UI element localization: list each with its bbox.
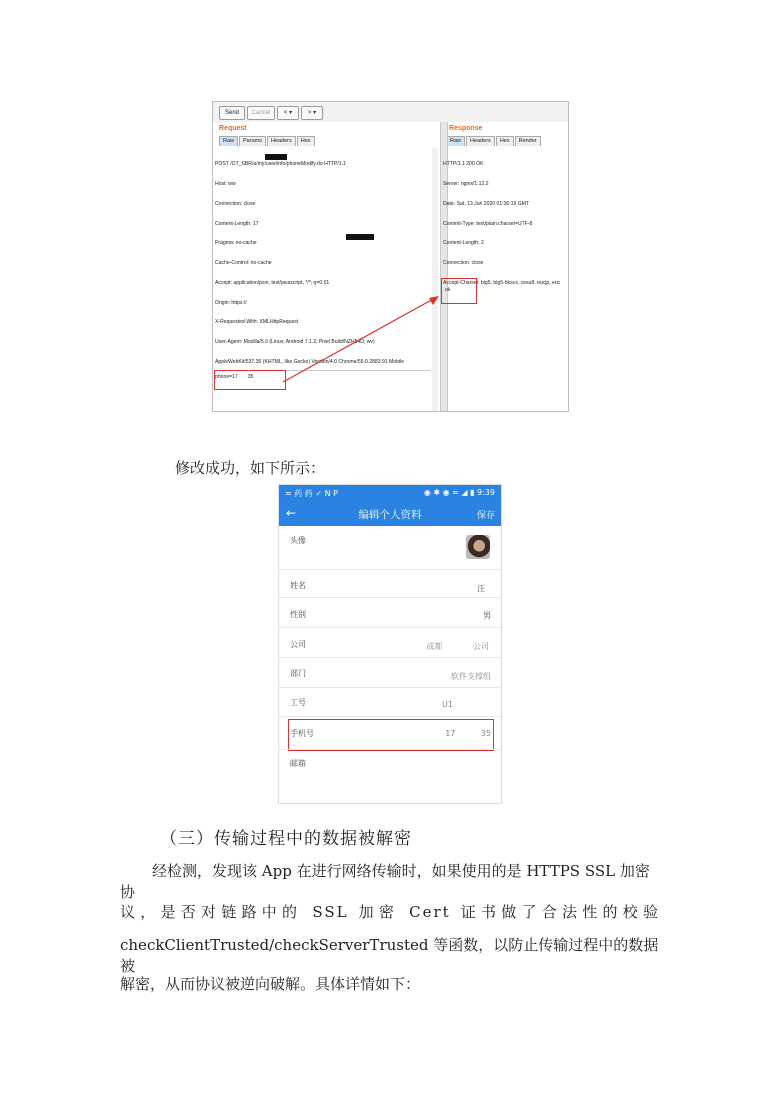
response-tab-raw[interactable]: Raw bbox=[446, 136, 465, 146]
request-tab-params[interactable]: Params bbox=[239, 136, 266, 146]
request-line: X-Requested-With: XMLHttpRequest bbox=[215, 319, 299, 326]
request-line: User-Agent: Mozilla/5.0 (Linux; Android 7.1.2; Pixel Build/NZH54D; wv) bbox=[215, 339, 375, 346]
caption: 修改成功，如下所示： bbox=[175, 459, 326, 477]
avatar[interactable] bbox=[466, 535, 490, 559]
save-button[interactable]: 保存 bbox=[476, 511, 495, 521]
red-arrow bbox=[213, 102, 568, 411]
field-label-employee-id: 工号 bbox=[290, 698, 306, 707]
field-label-company: 公司 bbox=[290, 640, 306, 649]
paragraph-line: 解密，从而协议被逆向破解。具体详情如下： bbox=[120, 975, 421, 993]
response-tab-render[interactable]: Render bbox=[515, 136, 541, 146]
request-line: Connection: close bbox=[215, 200, 256, 207]
row-divider bbox=[279, 687, 501, 688]
highlight-box bbox=[288, 719, 494, 751]
response-line: Connection: close bbox=[443, 260, 484, 267]
field-label-phone: 手机号 bbox=[290, 729, 314, 738]
paragraph-line: 经检测，发现该 App 在进行网络传输时，如果使用的是 HTTPS SSL 加密协 bbox=[120, 862, 650, 901]
response-body: ok bbox=[445, 287, 451, 293]
request-body: phone=17 35 bbox=[215, 374, 254, 380]
field-value-employee-id[interactable]: U1 bbox=[442, 700, 453, 709]
request-line: Cache-Control: no-cache bbox=[215, 260, 272, 267]
row-divider bbox=[279, 597, 501, 598]
paragraph-line: checkClientTrusted/checkServerTrusted 等函数，以防止传输过程中的数据被 bbox=[120, 936, 659, 975]
request-line: AppleWebKit/537.36 (KHTML, like Gecko) Version/4.0 Chrome/55.0.2883.91 Mobile bbox=[215, 359, 405, 365]
phone-screenshot bbox=[278, 484, 502, 804]
response-line: Content-Type: text/plain;charset=UTF-8 bbox=[443, 220, 533, 227]
status-left: ≈ 药 药 ✓ N P bbox=[285, 489, 338, 498]
cancel-button[interactable]: Cancel bbox=[247, 106, 275, 120]
field-value-phone[interactable]: 17 35 bbox=[445, 729, 491, 738]
response-tab-headers[interactable]: Headers bbox=[466, 136, 495, 146]
field-label-gender: 性别 bbox=[290, 610, 306, 619]
field-label-department: 部门 bbox=[290, 669, 306, 678]
response-line: Accept-Charset: big5, big5-hkscs, cesu8, eucjp, euc bbox=[443, 279, 561, 286]
request-tab-raw[interactable]: Raw bbox=[219, 136, 238, 146]
request-line: Pragma: no-cache bbox=[215, 240, 257, 247]
status-bar bbox=[279, 485, 501, 502]
row-divider bbox=[279, 749, 501, 750]
request-line: Content-Length: 17 bbox=[215, 220, 259, 227]
request-title: Request bbox=[219, 125, 247, 132]
section-title: （三）传输过程中的数据被解密 bbox=[160, 829, 412, 849]
row-divider bbox=[279, 627, 501, 628]
back-arrow-icon[interactable]: ← bbox=[286, 506, 297, 520]
send-button[interactable]: Send bbox=[219, 106, 245, 120]
response-line: Server: nginx/1.12.2 bbox=[443, 180, 489, 187]
paragraph-line: 议，是否对链路中的 SSL 加密 Cert 证书做了合法性的校验 bbox=[120, 903, 660, 921]
request-line: POST /OT_SBR/a/my/user/info/phoneModify.do HTTP/1.1 bbox=[215, 161, 346, 168]
burp-repeater-screenshot bbox=[212, 101, 569, 412]
back-button[interactable]: < ▾ bbox=[277, 106, 299, 120]
field-label-avatar: 头像 bbox=[290, 536, 306, 545]
field-value-department[interactable]: 软件支撑组 bbox=[451, 672, 491, 681]
page-title: 编辑个人资料 bbox=[358, 509, 422, 521]
request-line: Accept: application/json, text/javascript, */*; q=0.01 bbox=[215, 279, 330, 286]
field-label-email: 邮箱 bbox=[290, 759, 306, 768]
request-line: Origin: https:// bbox=[215, 299, 247, 306]
field-value-company[interactable]: 成都 公司 bbox=[426, 642, 489, 651]
request-tab-headers[interactable]: Headers bbox=[267, 136, 296, 146]
forward-button[interactable]: > ▾ bbox=[301, 106, 323, 120]
response-line: HTTP/1.1 200 OK bbox=[443, 161, 484, 168]
field-value-gender[interactable]: 男 bbox=[483, 611, 491, 620]
field-label-name: 姓名 bbox=[290, 581, 306, 590]
request-tab-hex[interactable]: Hex bbox=[297, 136, 315, 146]
row-divider bbox=[279, 657, 501, 658]
response-title: Response bbox=[449, 125, 483, 132]
field-value-name[interactable]: 汪 bbox=[477, 584, 485, 593]
row-divider bbox=[279, 569, 501, 570]
status-right: ◉ ✱ ◉ ≈ ◢ ▮ 9:39 bbox=[423, 488, 495, 497]
response-tab-hex[interactable]: Hex bbox=[496, 136, 514, 146]
row-divider bbox=[279, 716, 501, 717]
app-bar bbox=[279, 502, 501, 526]
request-line: Host: ww bbox=[215, 180, 236, 187]
response-line: Content-Length: 2 bbox=[443, 240, 484, 247]
response-line: Date: Sat, 13 Jun 2020 01:36:15 GMT bbox=[443, 200, 530, 207]
